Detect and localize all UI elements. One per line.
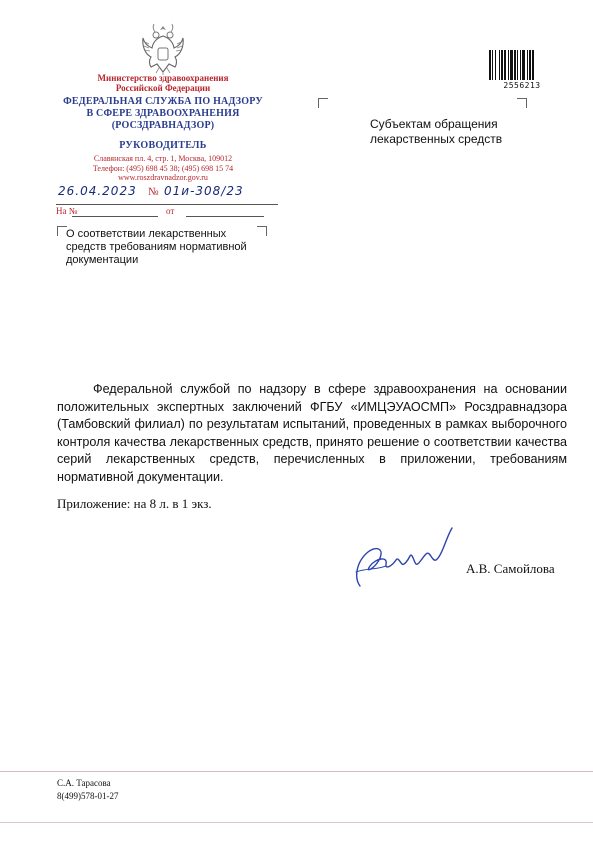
appendix-note: Приложение: на 8 л. в 1 экз. [57,496,212,511]
barcode-number: 2556213 [503,81,541,90]
agency-name [40,96,286,132]
address-phone: Телефон: (495) 698 45 38; (495) 698 15 74 [92,163,234,173]
page-edge-line [0,822,593,823]
agency-address [56,154,270,183]
executor-phone: 8(499)578-01-27 [57,791,119,801]
barcode-icon [489,50,551,80]
ministry-name [60,73,266,93]
footer-divider [0,771,593,772]
reference-date-line [186,216,264,217]
ministry-line-2: Российской Федерации [115,83,211,93]
addressee-corner-right [517,98,527,108]
letter-body: Федеральной службой по надзору в сфере здравоохранения на основании положительных экспертных заключений ФГБУ «ИМЦЭУАОСМП» Росздравнадзора (Тамбовский филиал) по результатам испытаний, проведенных в рамках выборочного контроля качества лекарственных средств, принято решение о соответствии качества серий лекарственных средств, перечисленных в приложении, требованиям нормативной документации. [57,382,567,484]
letter-subject: О соответствии лекарственных средств требованиям нормативной документации [66,228,247,266]
agency-line-1: ФЕДЕРАЛЬНАЯ СЛУЖБА ПО НАДЗОРУ [63,96,263,107]
address-website: www.roszdravnadzor.gov.ru [118,173,208,182]
agency-line-2: В СФЕРЕ ЗДРАВООХРАНЕНИЯ [86,108,240,119]
registration-number: 01и-308/23 [164,184,244,198]
reference-from-label: от [166,206,175,216]
handwritten-signature-icon [346,522,464,592]
registration-date: 26.04.2023 [58,184,137,198]
executor-name: С.А. Тарасова [57,778,111,788]
signer-name: А.В. Самойлова [466,561,555,576]
addressee-corner-left [318,98,328,108]
russian-coat-of-arms-icon [139,22,187,76]
position-title: РУКОВОДИТЕЛЬ [119,140,207,151]
reference-label: На № [56,206,78,216]
registration-number-sign: № [148,186,159,198]
address-street: Славянская пл. 4, стр. 1, Москва, 109012 [93,154,233,163]
agency-line-3: (РОСЗДРАВНАДЗОР) [111,120,215,131]
addressee: Субъектам обращения лекарственных средств [370,117,503,146]
ministry-line-1: Министерство здравоохранения [97,73,229,83]
reference-number-line [72,216,158,217]
executor-block [57,777,119,803]
